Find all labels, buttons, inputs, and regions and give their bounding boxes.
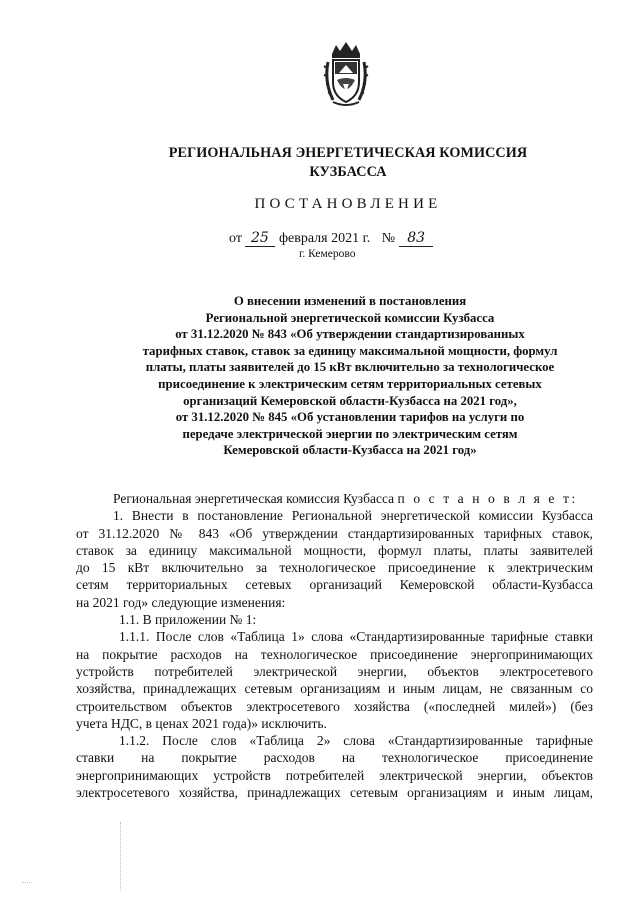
scan-artifact [22, 882, 32, 885]
paragraph-1-line: на 2021 год» следующие изменения: [76, 594, 286, 610]
subject-line: Кемеровской области-Кузбасса на 2021 год» [223, 443, 477, 458]
date-line [229, 230, 433, 247]
subject-line: О внесении изменений в постановления [233, 294, 467, 308]
organization-title: РЕГИОНАЛЬНАЯ ЭНЕРГЕТИЧЕСКАЯ КОМИССИЯ [168, 145, 528, 161]
intro-paragraph [76, 490, 593, 507]
paragraph-1-1-2-line: ставки на покрытие расходов на технологическое присоединение [76, 750, 593, 766]
organization-title-region: КУЗБАССА [309, 164, 387, 180]
number-sign: № [381, 231, 396, 246]
paragraph-1-line: ставок за единицу максимальной мощности, формул платы, платы заявителей [76, 542, 593, 558]
paragraph-1-line: до 15 кВт включительно за технологическое присоединение к электрическим [76, 560, 593, 576]
date-month-year: февраля 2021 г. [278, 231, 371, 246]
subject-line: организаций Кемеровской области-Кузбасса на 2021 год», [183, 393, 517, 408]
subject-line: присоединение к электрическим сетям территориальных сетевых [158, 376, 542, 391]
subject-line: от 31.12.2020 № 843 «Об утверждении стандартизированных [175, 327, 525, 342]
subject-line: платы, платы заявителей до 15 кВт включительно за технологическое [145, 360, 555, 375]
document-body [76, 490, 593, 801]
paragraph-1-1-1-line: устройств потребителей электрической энергии, объектов электросетевого [76, 663, 593, 679]
document-type: ПОСТАНОВЛЕНИЕ [254, 196, 442, 212]
paragraph-1-line: 1. Внести в постановление Региональной энергетической комиссии Кузбасса [113, 508, 593, 524]
handwritten-day: 25 [245, 230, 275, 247]
intro-resolves: п о с т а н о в л я е т: [397, 491, 578, 506]
paragraph-1-1: 1.1. В приложении № 1: [119, 612, 257, 628]
subject-line: передаче электрической энергии по электрическим сетям [182, 426, 518, 441]
city: г. Кемерово [299, 248, 356, 260]
coat-of-arms-icon [323, 40, 369, 108]
handwritten-number: 83 [399, 230, 433, 247]
document-subject [60, 293, 640, 459]
paragraph-1-1-1-line: строительством объектов электросетевого хозяйства («последней милей») (без [76, 698, 593, 714]
paragraph-1-1-2-line: электросетевого хозяйства, принадлежащих сетевым организациям и иным лицам, [76, 785, 593, 801]
subject-line: от 31.12.2020 № 845 «Об установлении тарифов на услуги по [175, 410, 525, 425]
subject-line: Региональной энергетической комиссии Кузбасса [205, 310, 495, 325]
paragraph-1-1-2-line: 1.1.2. После слов «Таблица 2» слова «Стандартизированные тарифные [119, 733, 593, 749]
paragraph-1-1-1-line: 1.1.1. После слов «Таблица 1» слова «Стандартизированные тарифные ставки [119, 629, 593, 645]
paragraph-1-1-1-line: учета НДС, в ценах 2021 года)» исключить. [76, 715, 327, 731]
paragraph-1-1-2-line: энергопринимающих устройств потребителей электрической энергии, объектов [76, 767, 593, 783]
paragraph-1-line: сетям территориальных сетевых организаций Кемеровской области-Кузбасса [76, 577, 593, 593]
date-prefix: от [229, 231, 242, 246]
paragraph-1-1-1-line: на покрытие расходов на технологическое присоединение энергопринимающих [76, 646, 593, 662]
paragraph-1-line: от 31.12.2020 № 843 «Об утверждении стандартизированных тарифных ставок, [76, 525, 593, 541]
subject-line: тарифных ставок, ставок за единицу максимальной мощности, формул [142, 343, 558, 358]
intro-text: Региональная энергетическая комиссия Кузбасса [113, 491, 395, 506]
paragraph-1-1-1-line: хозяйства, принадлежащих сетевым организациям и иным лицам, не связанным со [76, 681, 593, 697]
scan-artifact [120, 822, 122, 890]
